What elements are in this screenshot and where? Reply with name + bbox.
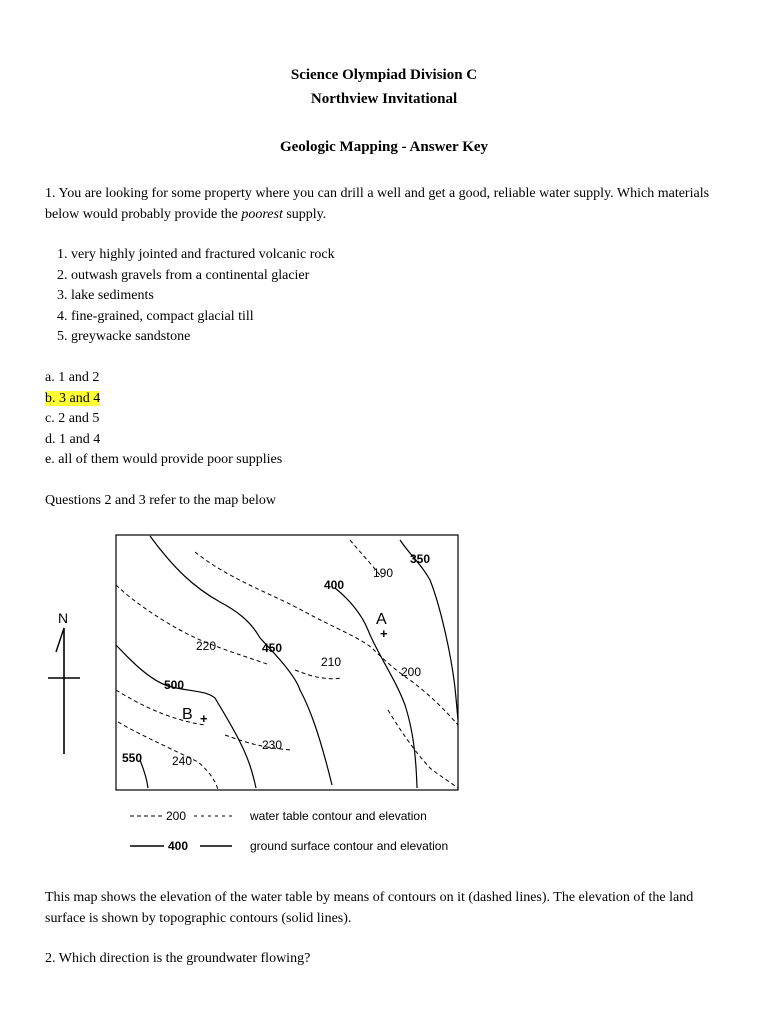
label-550: 550 (122, 751, 143, 765)
map-description: This map shows the elevation of the water table by means of contours on it (dashed lines). The elevation of the land surface is shown by topographic contours (solid lines). (45, 890, 694, 926)
legend-ground-text: ground surface contour and elevation (250, 839, 449, 853)
choice-a: a. 1 and 2 (45, 370, 100, 385)
contour-map (110, 530, 468, 795)
question-2-text: 2. Which direction is the groundwater flowing? (45, 951, 311, 966)
list-item: 2. outwash gravels from a continental glacier (57, 267, 310, 283)
question-1-text: 1. You are looking for some property where you can drill a well and get a good, reliable water supply. Which materials below would probably provide the poorest supply. (45, 186, 710, 222)
point-b-marker: + (200, 711, 208, 726)
label-230: 230 (262, 738, 283, 752)
highlighted-answer: b. 3 and 4 (45, 390, 101, 406)
map-legend (126, 800, 496, 858)
label-450: 450 (262, 641, 283, 655)
label-500: 500 (164, 678, 185, 692)
point-b-label: B (182, 706, 193, 723)
label-200: 200 (401, 665, 422, 679)
list-item: 1. very highly jointed and fractured volcanic rock (57, 247, 335, 262)
label-190: 190 (373, 566, 394, 580)
choice-e: e. all of them would provide poor supplies (45, 452, 283, 467)
north-arrow (40, 608, 90, 758)
tournament-title: Northview Invitational (310, 91, 458, 107)
point-a-label: A (376, 611, 387, 628)
map-intro: Questions 2 and 3 refer to the map below (45, 493, 276, 508)
north-arrow-head (56, 628, 64, 652)
list-item: 3. lake sediments (57, 288, 154, 303)
choice-b-correct-answer (45, 389, 282, 410)
list-item: 4. fine-grained, compact glacial till (57, 308, 254, 324)
list-item: 5. greywacke sandstone (57, 329, 191, 344)
answer-choices (45, 368, 282, 471)
label-240: 240 (172, 754, 193, 768)
page-title: Geologic Mapping - Answer Key (279, 139, 489, 155)
material-list (57, 245, 335, 348)
map-frame (116, 535, 458, 790)
label-400: 400 (324, 578, 345, 592)
label-210: 210 (321, 655, 342, 669)
choice-d: d. 1 and 4 (45, 431, 101, 447)
north-label: N (57, 610, 69, 626)
choice-c: c. 2 and 5 (45, 411, 100, 426)
emphasis: poorest (241, 206, 283, 222)
legend-ground-sample: 400 (168, 839, 189, 853)
legend-water-text: water table contour and elevation (250, 809, 427, 823)
point-a-marker: + (380, 626, 388, 641)
event-title: Science Olympiad Division C (290, 67, 478, 83)
label-220: 220 (196, 639, 217, 653)
legend-water-sample: 200 (166, 809, 187, 823)
label-350: 350 (410, 552, 431, 566)
